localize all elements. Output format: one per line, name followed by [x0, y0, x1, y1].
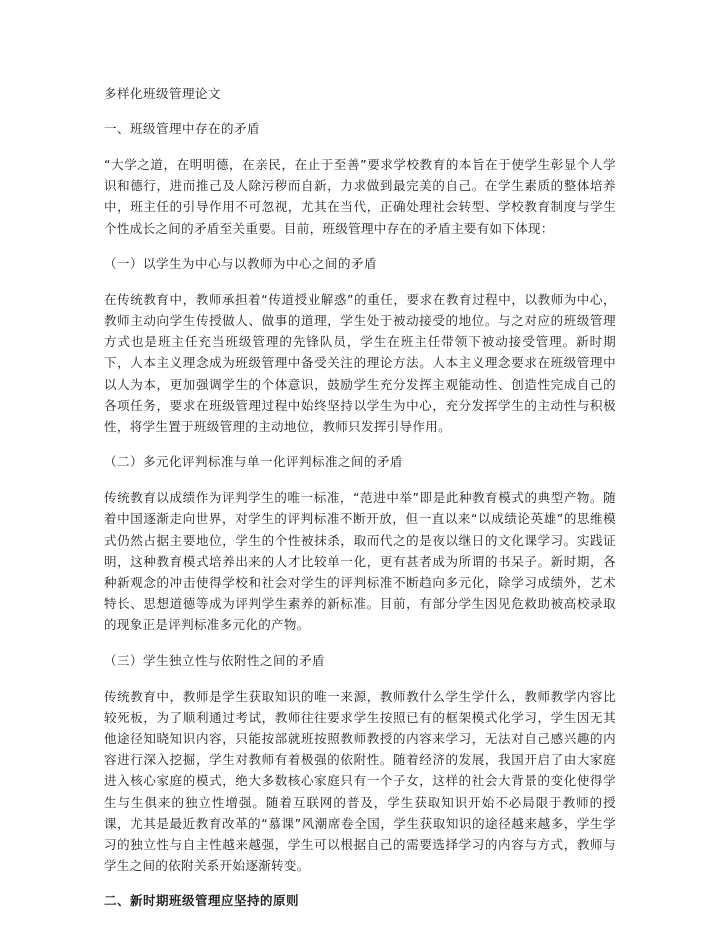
section-heading-2: 二、新时期班级管理应坚持的原则: [104, 893, 300, 909]
document-page: [104, 84, 616, 926]
subsection-heading-1: （一）以学生为中心与以教师为中心之间的矛盾: [104, 255, 378, 271]
document-title: 多样化班级管理论文: [104, 86, 222, 101]
subsection-1-paragraph: 在传统教育中，教师承担着“传道授业解惑”的重任，要求在教育过程中，以教师为中心，教师主动向学生传授做人、做事的道理，学生处于被动接受的地位。与之对应的班级管理方式也是班主任充当班级管理的先锋队员，学生在班主任带领下被动接受管理。新时期下，人本主义理念成为班级管理中备受关注的理论方法。人本主义理念要求在班级管理中以人为本，更加强调学生的个体意识，鼓励学生充分发挥主观能动性、创造性完成自己的各项任务，要求在班级管理过程中始终坚持以学生为中心，充分发挥学生的主动性与积极性，将学生置于班级管理的主动地位，教师只发挥引导作用。: [104, 291, 616, 435]
section-1-intro-paragraph: “大学之道，在明明德，在亲民，在止于至善”要求学校教育的本旨在于使学生彰显个人学识和德行，进而推己及人除污秽而自新，力求做到最完美的自己。在学生素质的整体培养中，班主任的引导作用不可忽视，尤其在当代，正确处理社会转型、学校教育制度与学生个性成长之间的矛盾至关重要。目前，班级管理中存在的矛盾主要有如下体现：: [104, 157, 616, 236]
section-heading-1: 一、班级管理中存在的矛盾: [104, 121, 261, 136]
subsection-heading-2: （二）多元化评判标准与单一化评判标准之间的矛盾: [104, 454, 404, 470]
subsection-3-paragraph: 传统教育中，教师是学生获取知识的唯一来源，教师教什么学生学什么，教师教学内容比较死板，为了顺利通过考试，教师往往要求学生按照已有的框架模式化学习，学生因无其他途径知晓知识内容，只能按部就班按照教师教授的内容来学习，无法对自己感兴趣的内容进行深入挖掘，学生对教师有着极强的依附性。随着经济的发展，我国开启了由大家庭进入核心家庭的模式，绝大多数核心家庭只有一个子女，这样的社会大背景的变化使得学生与生俱来的独立性增强。随着互联网的普及，学生获取知识开始不必局限于教师的授课，尤其是最近教育改革的“慕课”风潮席卷全国，学生获取知识的途径越来越多，学生学习的独立性与自主性越来越强，学生可以根据自己的需要选择学习的内容与方式，教师与学生之间的依附关系开始逐渐转变。: [104, 688, 616, 874]
subsection-2-paragraph: 传统教育以成绩作为评判学生的唯一标准，“范进中举”即是此种教育模式的典型产物。随着中国逐渐走向世界，对学生的评判标准不断开放，但一直以来“以成绩论英雄”的思维模式仍然占据主要地位，学生的个性被抹杀，取而代之的是夜以继日的文化课学习。实践证明，这种教育模式培养出来的人才比较单一化，更有甚者成为所谓的书呆子。新时期，各种新观念的冲击使得学校和社会对学生的评判标准不断趋向多元化，除学习成绩外，艺术特长、思想道德等成为评判学生素养的新标准。目前，有部分学生因见危救助被高校录取的现象正是评判标准多元化的产物。: [104, 490, 616, 633]
subsection-heading-3: （三）学生独立性与依附性之间的矛盾: [104, 652, 326, 668]
